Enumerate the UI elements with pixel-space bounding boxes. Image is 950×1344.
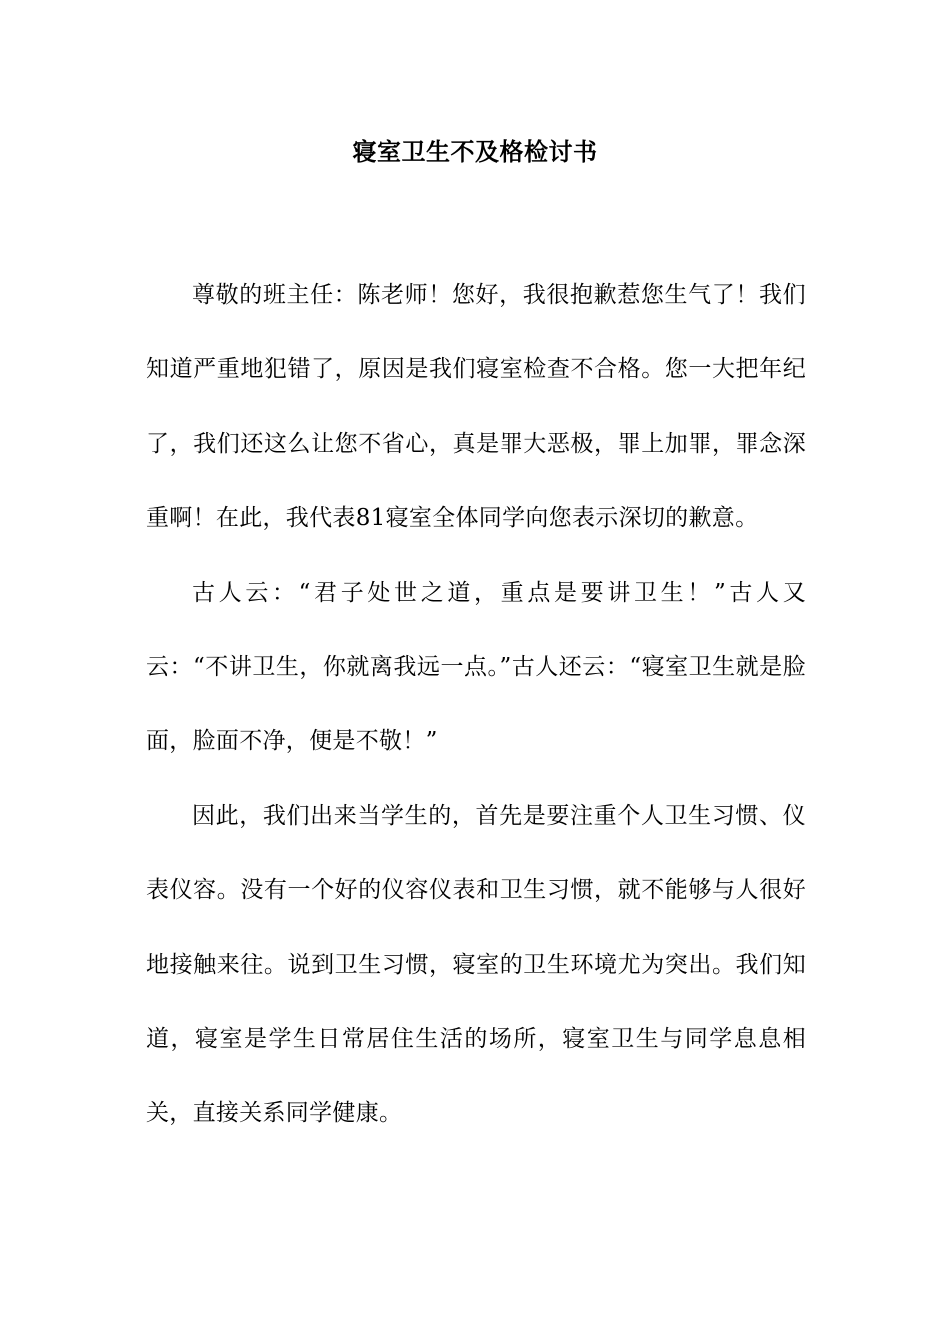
paragraph-hygiene: 因此，我们出来当学生的，首先是要注重个人卫生习惯、仪表仪容。没有一个好的仪容仪表和卫生习惯，就不能够与人很好地接触来往。说到卫生习惯，寝室的卫生环境尤为突出。我们知道，寝室是学生日常居住生活的场所，寝室卫生与同学息息相关，直接关系同学健康。 [146, 802, 806, 1127]
document-body [146, 258, 806, 1151]
paragraph-quotes: 古人云：“君子处世之道，重点是要讲卫生！”古人又云：“不讲卫生，你就离我远一点。”古人还云：“寝室卫生就是脸面，脸面不净，便是不敬！” [146, 579, 806, 755]
document-title: 寝室卫生不及格检讨书 [352, 137, 598, 166]
paragraph-apology: 尊敬的班主任：陈老师！您好，我很抱歉惹您生气了！我们知道严重地犯错了，原因是我们寝室检查不合格。您一大把年纪了，我们还这么让您不省心，真是罪大恶极，罪上加罪，罪念深重啊！在此，我代表81寝室全体同学向您表示深切的歉意。 [146, 282, 806, 532]
